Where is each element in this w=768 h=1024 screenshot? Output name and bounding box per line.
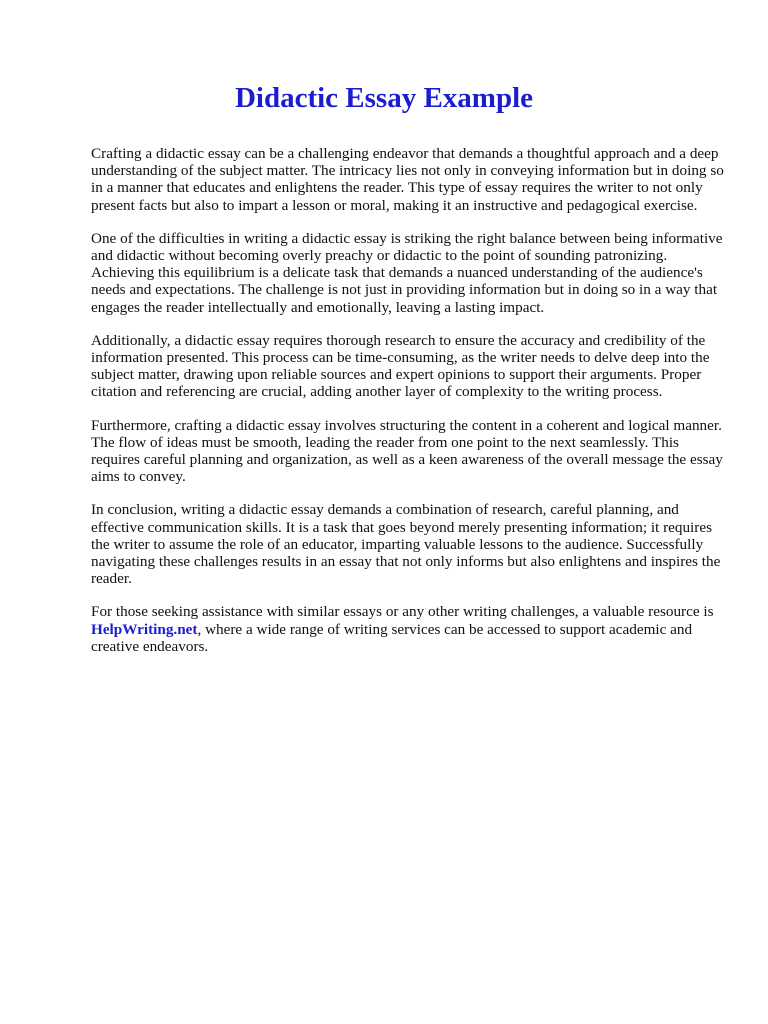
closing-text-before-link: For those seeking assistance with similar essays or any other writing challenges, a valuable resource is xyxy=(91,603,714,621)
paragraph-closing xyxy=(91,603,731,655)
paragraph-intro: Crafting a didactic essay can be a challenging endeavor that demands a thoughtful approach and a deep understanding of the subject matter. The intricacy lies not only in conveying information but in doing so in a manner that educates and enlightens the reader. This type of essay requires the writer to not only present facts but also to impart a lesson or moral, making it an instructive and pedagogical exercise. xyxy=(91,145,724,214)
paragraph-conclusion: In conclusion, writing a didactic essay demands a combination of research, careful planning, and effective communication skills. It is a task that goes beyond merely presenting information; it requires the writer to assume the role of an educator, imparting valuable lessons to the audience. Successfully navigating these challenges results in an essay that not only informs but also enlightens and inspires the reader. xyxy=(91,501,721,588)
paragraph-research: Additionally, a didactic essay requires thorough research to ensure the accuracy and credibility of the information presented. This process can be time-consuming, as the writer needs to delve deep into the subject matter, drawing upon reliable sources and expert opinions to support their arguments. Proper citation and referencing are crucial, adding another layer of complexity to the writing process. xyxy=(91,331,710,401)
helpwriting-link[interactable]: HelpWriting.net xyxy=(91,620,198,638)
paragraph-structure: Furthermore, crafting a didactic essay involves structuring the content in a coherent and logical manner. The flow of ideas must be smooth, leading the reader from one point to the next seamlessly. This requires careful planning and organization, as well as a keen awareness of the overall message the essay aims to convey. xyxy=(91,416,723,486)
page-title: Didactic Essay Example xyxy=(234,82,534,114)
closing-text-after-link: , where a wide range of writing services can be accessed to support academic and creative endeavors. xyxy=(91,620,693,655)
essay-body xyxy=(91,145,731,671)
paragraph-difficulties: One of the difficulties in writing a didactic essay is striking the right balance between being informative and didactic without becoming overly preachy or didactic to the point of sounding patronizing. Achieving this equilibrium is a delicate task that demands a nuanced understanding of the audience's needs and expectations. The challenge is not just in providing information but in doing so in a way that engages the reader intellectually and emotionally, leaving a lasting impact. xyxy=(91,229,723,316)
